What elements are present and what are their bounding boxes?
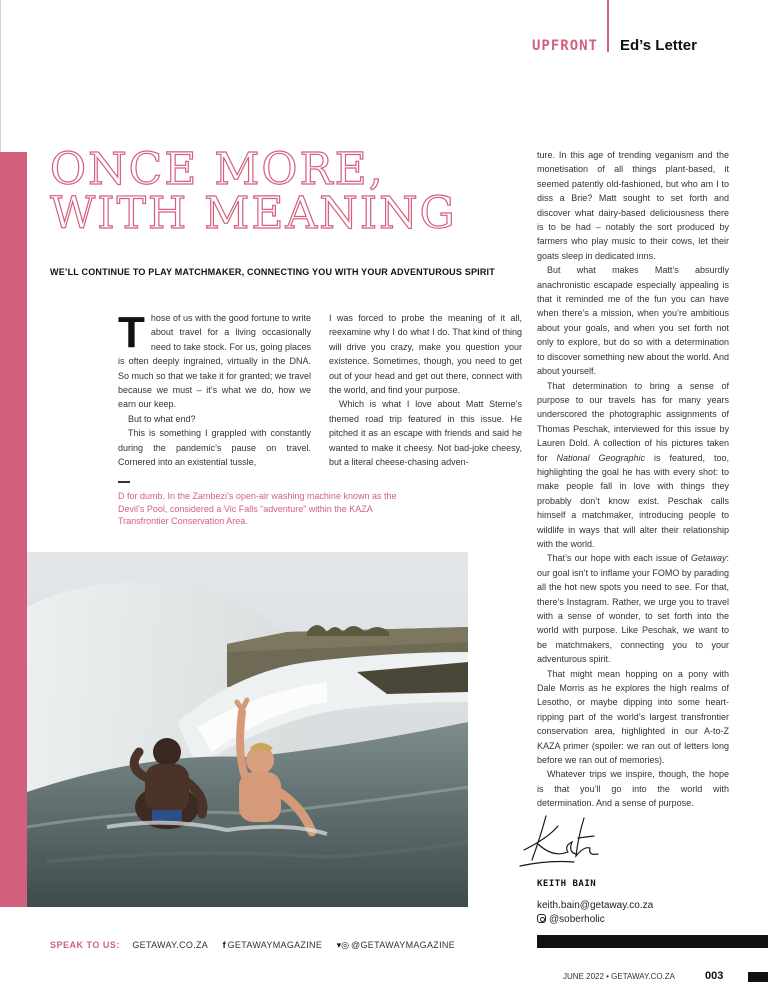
contact-strip <box>50 940 467 951</box>
handwritten-signature <box>518 808 613 876</box>
paragraph-text: hose of us with the good fortune to write about travel for a living occasionally need to take stock. For us, going places is often deeply ingrained, virtually in the DNA. So much so that we take it for granted; we travel because we must – it’s what we do, how we earn our keep. <box>118 313 311 410</box>
paragraph-text: is featured, too, highlighting the goal he has with every shot: to make people fall in love with things they probably don’t know exist. <box>537 452 729 506</box>
instagram-icon <box>537 914 546 923</box>
paragraph <box>118 308 311 412</box>
publication-name: National Geographic <box>556 452 646 463</box>
page-number: 003 <box>705 970 724 982</box>
paragraph: ture. In this age of trending veganism and the monetisation of all things plant-based, it seemed patently old-fashioned, but who am I to diss a Brie? Matt sought to set forth and discover what dairy-based deliciousness there is to be had – notably the sort produced by farmers who play music to their cows, let their goats sleep in dedicated inns. <box>537 150 729 261</box>
speak-label: SPEAK TO US: <box>50 940 120 950</box>
author-name: KEITH BAIN <box>537 879 597 889</box>
section-label: UPFRONT <box>531 38 598 54</box>
paragraph <box>537 379 729 552</box>
paragraph-text: That determination to bring a sense of purpose to our travels has for many years underscored the photographic assignments of Thomas Peschak, interviewed for this issue by Lauren Dold. A collection of his pictures taken for <box>537 380 729 463</box>
paragraph-text: Peschak calls himself a matchmaker, introducing people to wildlife in ways that will alter their relationship with the world. <box>537 495 729 549</box>
author-handle-text: @soberholic <box>549 914 605 925</box>
twitter-instagram-icon: ▾◎ <box>336 940 350 950</box>
devils-pool-photo <box>27 552 468 907</box>
margin-line <box>0 0 1 152</box>
paragraph: This is something I grappled with constantly during the pandemic’s pause on travel. Cornered into an existential tussle, <box>118 428 311 468</box>
paragraph: I was forced to probe the meaning of it all, reexamine why I do what I do. That kind of thing will drive you crazy, make you question your existence. Sometimes, though, you need to get out of your head and get out there, connect with the world, and find your purpose. <box>329 313 522 396</box>
paragraph: But what makes Matt’s absurdly anachronistic escapade especially appealing is that it reminded me of the fun you can have when there’s a mission, when you’re ambitious about your goals, and when you set forth not only to explore, but do so with a determination to discover something new about the world. And about yourself. <box>537 265 729 377</box>
body-column-2 <box>329 311 522 469</box>
column-title: Ed’s Letter <box>620 37 697 54</box>
header-divider <box>607 0 609 52</box>
facebook-icon: f <box>222 940 226 950</box>
social-link[interactable]: @GETAWAYMAGAZINE <box>351 940 455 950</box>
body-column-3 <box>537 148 729 811</box>
author-handle[interactable] <box>537 913 605 925</box>
photo-illustration <box>27 552 468 907</box>
paragraph-text: That’s our hope with each issue of <box>547 553 688 564</box>
headline <box>50 144 457 239</box>
issue-info: JUNE 2022 • GETAWAY.CO.ZA <box>563 972 676 981</box>
paragraph <box>537 551 729 666</box>
standfirst: WE’LL CONTINUE TO PLAY MATCHMAKER, CONNECTING YOU WITH YOUR ADVENTUROUS SPIRIT <box>50 267 495 277</box>
caption-dash <box>118 481 130 483</box>
paragraph: Which is what I love about Matt Sterne’s themed road trip featured in this issue. He pitched it as an escape with friends and said he wanted to make it cheesy. Not bad-joke cheesy, but a literal cheese-chasing adven- <box>329 399 522 468</box>
accent-bar <box>0 152 27 907</box>
footer-block <box>748 972 768 982</box>
paragraph: Whatever trips we inspire, though, the hope is that you’ll go into the world with determination. And a sense of purpose. <box>537 769 729 809</box>
facebook-link[interactable]: GETAWAYMAGAZINE <box>227 940 323 950</box>
headline-line-1: ONCE MORE, <box>50 144 385 195</box>
publication-name: Getaway <box>690 553 727 564</box>
paragraph: But to what end? <box>128 413 196 424</box>
photo-caption: D for dumb. In the Zambezi’s open-air washing machine known as the Devil’s Pool, considered a Vic Falls “adventure” within the KAZA Transfrontier Conservation Area. <box>118 491 397 526</box>
footer-bar <box>537 935 768 948</box>
signature <box>518 808 613 881</box>
paragraph: That might mean hopping on a pony with Dale Morris as he explores the high realms of Lesotho, or maybe dipping into some heart-ripping part of the world’s largest transfrontier conservation area, highlighted in our A-to-Z KAZA primer (spoiler: we ran out of letters long before we ran out of memories). <box>537 668 729 766</box>
website-link[interactable]: GETAWAY.CO.ZA <box>132 940 209 950</box>
author-email[interactable]: keith.bain@getaway.co.za <box>537 900 654 911</box>
body-column-1 <box>118 308 311 469</box>
headline-line-2: WITH MEANING <box>50 188 457 239</box>
paragraph-text: : our goal isn’t to inflame your FOMO by parading all the hot new spots you need to see. For that, there’s Instagram. Rather, we urge you to travel with a sense of wonder, to set forth into the world with purpose. Like Peschak, we want to be matchmakers, connecting you to your adventurous spirit. <box>537 553 729 665</box>
drop-cap: T <box>118 308 145 357</box>
